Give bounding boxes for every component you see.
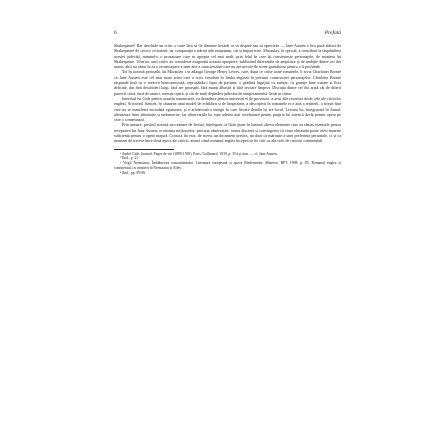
- page-number: 6: [114, 30, 117, 36]
- running-title: Prefată: [324, 30, 341, 36]
- footnotes: [114, 149, 341, 176]
- footnote: ² Ibid., p. 11.: [120, 156, 139, 161]
- running-header: [114, 30, 341, 36]
- paragraph: Shakespeare! Rar deschide un critic o carte fără să fie dinainte hotărât ce să dispare sau să aprecieze — Jane Austen a fost pusă alături de Shakespeare de criticii victorieni, iar comparația a stârnit atât entuziasm, cât și împotrivire. Macaulay, în special, a contribuit la răspândirea acestei judecăți, numind-o o prozatoare care se apropie cel mai mult, prin felul în care își construiește personajele, de maniera lui Shakespeare. Ulterior, unii critici au considerat exagerată această apropiere, subliniind diferențele de amploare și de ambiție dintre cei doi autori, alții au văzut în ea o recunoaștere a unei arte a caracterizării care nu are nevoie de scene grandioase pentru a fi profundă.: [114, 43, 341, 70]
- footnote: ³ Virgil Nemoianu, Îmblânzirea romantismului. Literatura europeană și epoca Biedermeier, Minerva, BPT, 1998, p. 85. Romanul englez și continentul, cu trimiteri la Nemoianu și Alley.: [114, 161, 341, 171]
- footnote: ⁴ Ibid., pp. 85-86.: [120, 170, 146, 175]
- footnote-rule: [114, 149, 174, 150]
- paragraph: Prin urmare, privind această succesiune de lecturi, înțelegem că Gide pune în lumină câteva elemente care au rămas esențiale pentru receptarea lui Jane Austen: economia mijloacelor, precizia observației, ironia discretă și convingerea că viața obișnuită poate oferi materie suficientă pentru o operă majoră. Cronica lui este, de aceea, un document prețios, nu doar ca mărturie a unei preferințe personale, ci și ca moment de trecere între două epoci ale criticii, atunci când romanul englez începea să fie citit cu alți ochi de cititorii continentali.: [114, 122, 341, 144]
- footnote: ¹ André Gide, Journal. Pages de vie (1889-1939), Paris, Gallimard, 1939, p. 354 și urm. — cf. Jane Austen.: [120, 151, 278, 156]
- body-text: [114, 43, 341, 144]
- paragraph: Tot în această perioadă, lui Macaulay i se adaugă George Henry Lewes, care, după ce citise toate romanele, îi scria Charlottei Brontë că Jane Austen este cel mai mare artist care a scris vreodată în limba engleză în privința construcției personajelor. Charlotte Brontë răspunde însă cu o rezervă binecunoscută, reproșându-i lipsa de pasiune, o grădină îngrijită cu atenție, cu granițe bine trasate și flori delicate, dar fără deschideri largi, fără aer proaspăt, fără munți albaștri și fără izvoare limpezi. Discuția dintre cei doi arată cât de diferit putea fi citită, încă de atunci, aceeași operă, și cât de mult depindea judecata de temperamentul fiecărui cititor.: [114, 69, 341, 96]
- paragraph: Interesul lui Gide pentru această romancieră, cu deosebire pentru universul ei de provincie, a avut alte resorturi decât cele ale criticilor englezi. Scriitorul francez, în căutarea unui model de echilibru și de limpezime, a descoperit în romanele ei o artă a reținerii, o ironie fină care nu se manifestă niciodată zgomotos, și o arhitectură a intrigii în care fiecare detaliu își are locul. Lectura lui, înregistrată în Jurnal, alternează între admirație și nedumerire, iar observațiile lui sunt adesea mai revelatoare pentru propria lui estetică decât pentru opera pe care o comentează.: [114, 95, 341, 123]
